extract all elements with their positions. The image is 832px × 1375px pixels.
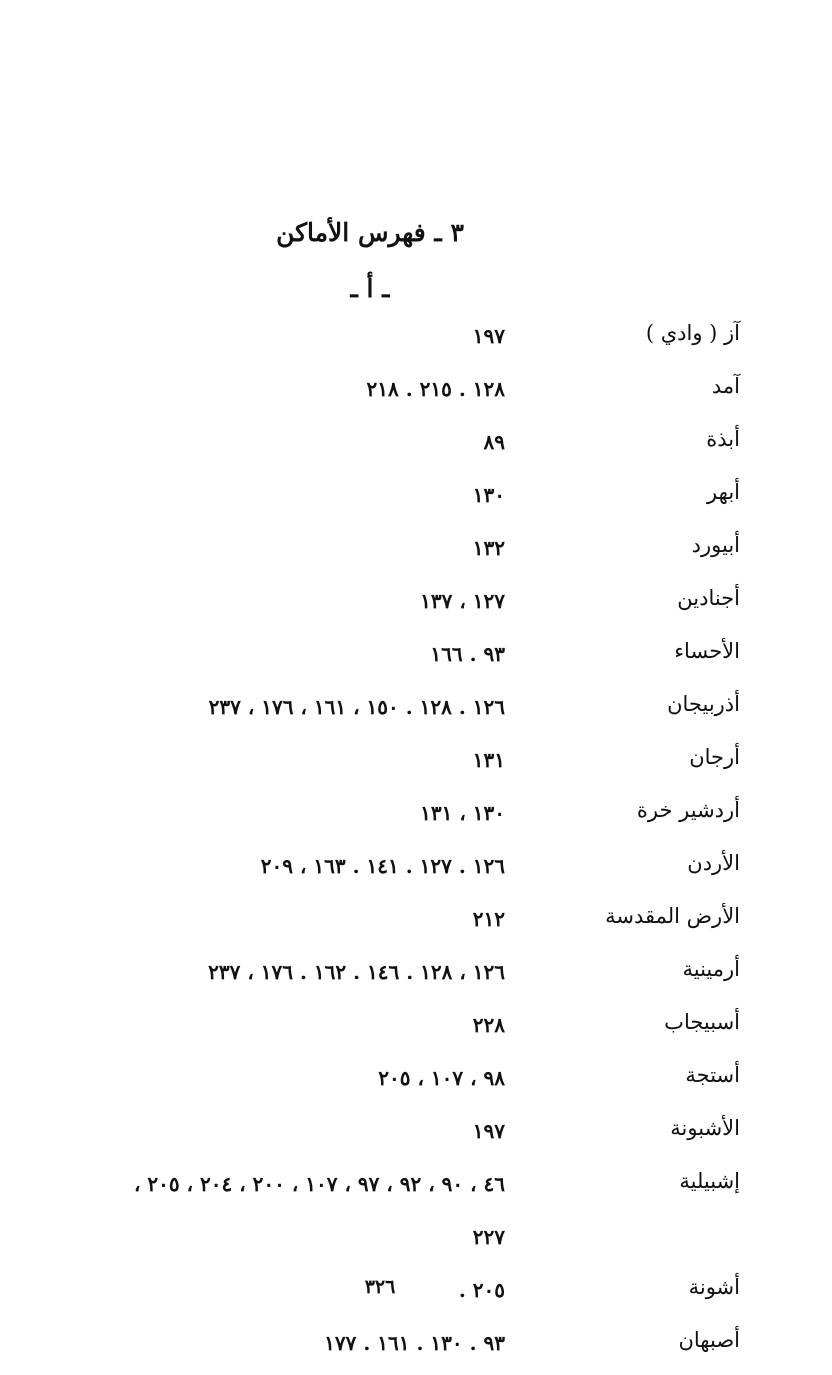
page-references: ١٣٠ ، ١٣١ xyxy=(420,801,505,825)
page-references: ٤٦ ، ٩٠ ، ٩٢ ، ٩٧ ، ١٠٧ ، ٢٠٠ ، ٢٠٤ ، ٢٠٥ ، xyxy=(133,1172,505,1196)
index-entry xyxy=(40,315,740,357)
page-references: ١٢٦ . ١٢٧ . ١٤١ . ١٦٣ ، ٢٠٩ xyxy=(260,854,505,878)
index-entry xyxy=(40,845,740,887)
index-entry xyxy=(40,686,740,728)
place-name: أسبيجاب xyxy=(664,1010,740,1034)
page-references: ٢٠٥ . xyxy=(458,1278,505,1302)
page-references: ١٩٧ xyxy=(472,1119,505,1143)
place-name: الأحساء xyxy=(674,639,740,663)
place-name: أبذة xyxy=(706,427,740,451)
index-entry xyxy=(40,792,740,834)
page-references: ١٣١ xyxy=(472,748,505,772)
page-references: ١٢٨ . ٢١٥ . ٢١٨ xyxy=(366,377,505,401)
place-name: آز ( وادي ) xyxy=(645,321,740,345)
page-references: ٢٢٨ xyxy=(472,1013,505,1037)
place-name: أردشير خرة xyxy=(636,798,740,822)
page-references: ١٢٦ . ١٢٨ . ١٥٠ ، ١٦١ ، ١٧٦ ، ٢٣٧ xyxy=(208,695,505,719)
page-references: ١٢٦ ، ١٢٨ . ١٤٦ . ١٦٢ . ١٧٦ ، ٢٣٧ xyxy=(208,960,505,984)
place-name: أستجة xyxy=(685,1063,740,1087)
index-entry xyxy=(40,527,740,569)
place-name: إشبيلية xyxy=(679,1169,740,1193)
place-name: الأردن xyxy=(687,851,740,875)
index-entry xyxy=(40,739,740,781)
place-name: أرمينية xyxy=(682,957,740,981)
index-entry xyxy=(40,368,740,410)
page-references: ١٢٧ ، ١٣٧ xyxy=(420,589,505,613)
index-entry xyxy=(40,474,740,516)
place-name: آمد xyxy=(711,374,740,398)
index-entry xyxy=(40,1057,740,1099)
page-references: ٩٨ ، ١٠٧ ، ٢٠٥ xyxy=(378,1066,505,1090)
index-entry xyxy=(40,1163,740,1205)
page-references: ١٣٢ xyxy=(472,536,505,560)
page-references: ١٣٠ xyxy=(472,483,505,507)
page-references: ٩٣ . ١٦٦ xyxy=(430,642,505,666)
place-index-list xyxy=(40,315,740,1375)
page-references: ٢١٢ xyxy=(472,907,505,931)
page-references: ٢٢٧ xyxy=(472,1225,505,1249)
index-entry xyxy=(40,633,740,675)
index-entry xyxy=(40,580,740,622)
index-entry xyxy=(40,421,740,463)
page-number: ٣٢٦ xyxy=(364,1276,396,1298)
place-name: أجنادين xyxy=(677,586,740,610)
index-entry xyxy=(40,1004,740,1046)
page-title: ٣ ـ فهرس الأماكن xyxy=(276,218,464,247)
place-name: أشونة xyxy=(688,1275,740,1299)
place-name: أرجان xyxy=(689,745,740,769)
index-entry xyxy=(40,898,740,940)
page-references: ٩٣ . ١٣٠ . ١٦١ . ١٧٧ xyxy=(324,1331,505,1355)
place-name: الأرض المقدسة xyxy=(605,904,740,928)
page-references: ٨٩ xyxy=(483,430,505,454)
index-entry xyxy=(40,1322,740,1364)
index-entry-continuation xyxy=(40,1216,740,1258)
page-references: ١٩٧ xyxy=(472,324,505,348)
place-name: الأشبونة xyxy=(670,1116,740,1140)
index-entry xyxy=(40,951,740,993)
place-name: أبهر xyxy=(707,480,740,504)
place-name: أصبهان xyxy=(678,1328,740,1352)
index-entry xyxy=(40,1110,740,1152)
place-name: أبيورد xyxy=(691,533,740,557)
section-letter-heading: ـ أ ـ xyxy=(350,274,390,303)
place-name: أذربيجان xyxy=(667,692,740,716)
